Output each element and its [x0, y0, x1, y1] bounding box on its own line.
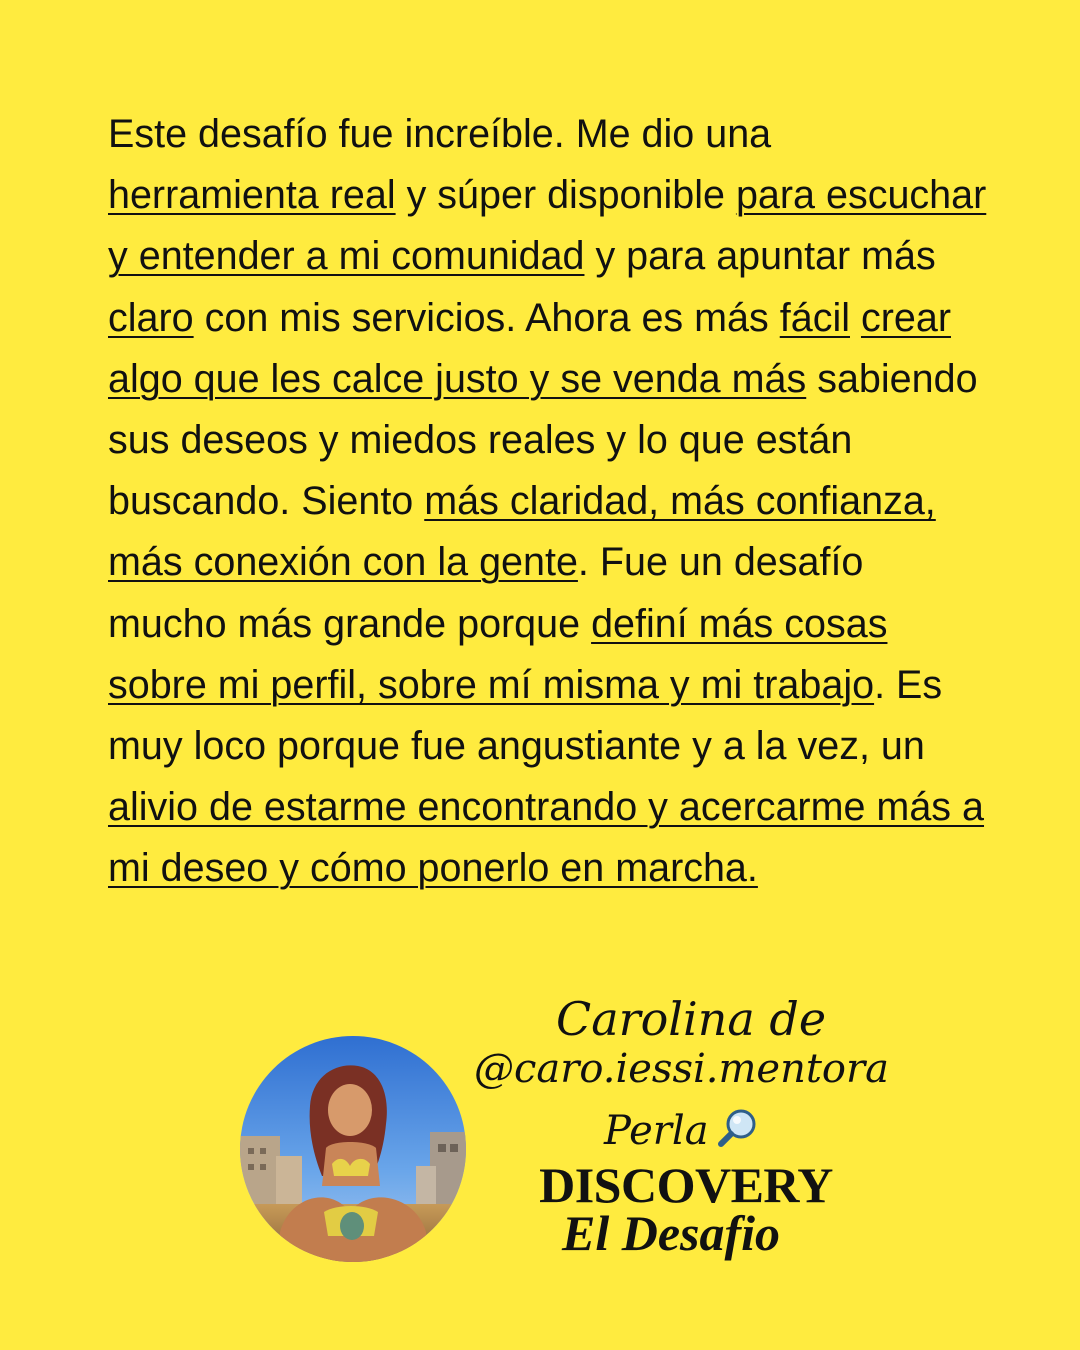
testimonial-highlight: fácil	[779, 295, 850, 340]
testimonial-highlight: crear algo que les calce justo y se venda más	[108, 295, 951, 401]
program-title: DISCOVERY	[539, 1157, 833, 1213]
testimonial-highlight: para escuchar y entender a mi comunidad	[108, 173, 987, 279]
testimonial-text	[108, 104, 988, 900]
avatar-photo	[240, 1036, 466, 1262]
testimonial-segment: . Es muy loco porque fue angustiante y a la vez, un	[108, 662, 943, 769]
testimonial-highlight: más claridad, más confianza, más conexión con la gente	[108, 479, 936, 585]
program-subtitle: El Desafio	[562, 1205, 781, 1261]
perla-label: Perla	[604, 1107, 709, 1154]
testimonial-segment: con mis servicios. Ahora es más	[193, 295, 780, 340]
testimonial-highlight: claro	[108, 295, 194, 340]
author-avatar	[240, 1036, 466, 1262]
testimonial-segment	[850, 296, 861, 340]
testimonial-segment: sabiendo sus deseos y miedos reales y lo que están buscando. Siento	[108, 356, 978, 524]
testimonial-segment: . Fue un desafío mucho más grande porque	[108, 540, 864, 646]
perla-label-row	[604, 1106, 759, 1155]
author-handle: @caro.iessi.mentora	[474, 1046, 889, 1092]
testimonial-highlight: alivio de estarme encontrando y acercarme más a mi deseo y cómo ponerlo en marcha.	[108, 785, 985, 891]
magnifying-glass-icon	[715, 1106, 759, 1155]
testimonial-highlight: herramienta real	[108, 173, 396, 218]
testimonial-segment: y súper disponible	[395, 173, 736, 218]
testimonial-highlight: definí más cosas sobre mi perfil, sobre mí misma y mi trabajo	[108, 601, 888, 707]
author-name: Carolina de	[556, 992, 827, 1046]
testimonial-segment: Este desafío fue increíble. Me dio una	[108, 112, 772, 156]
testimonial-segment: y para apuntar más	[584, 234, 936, 279]
